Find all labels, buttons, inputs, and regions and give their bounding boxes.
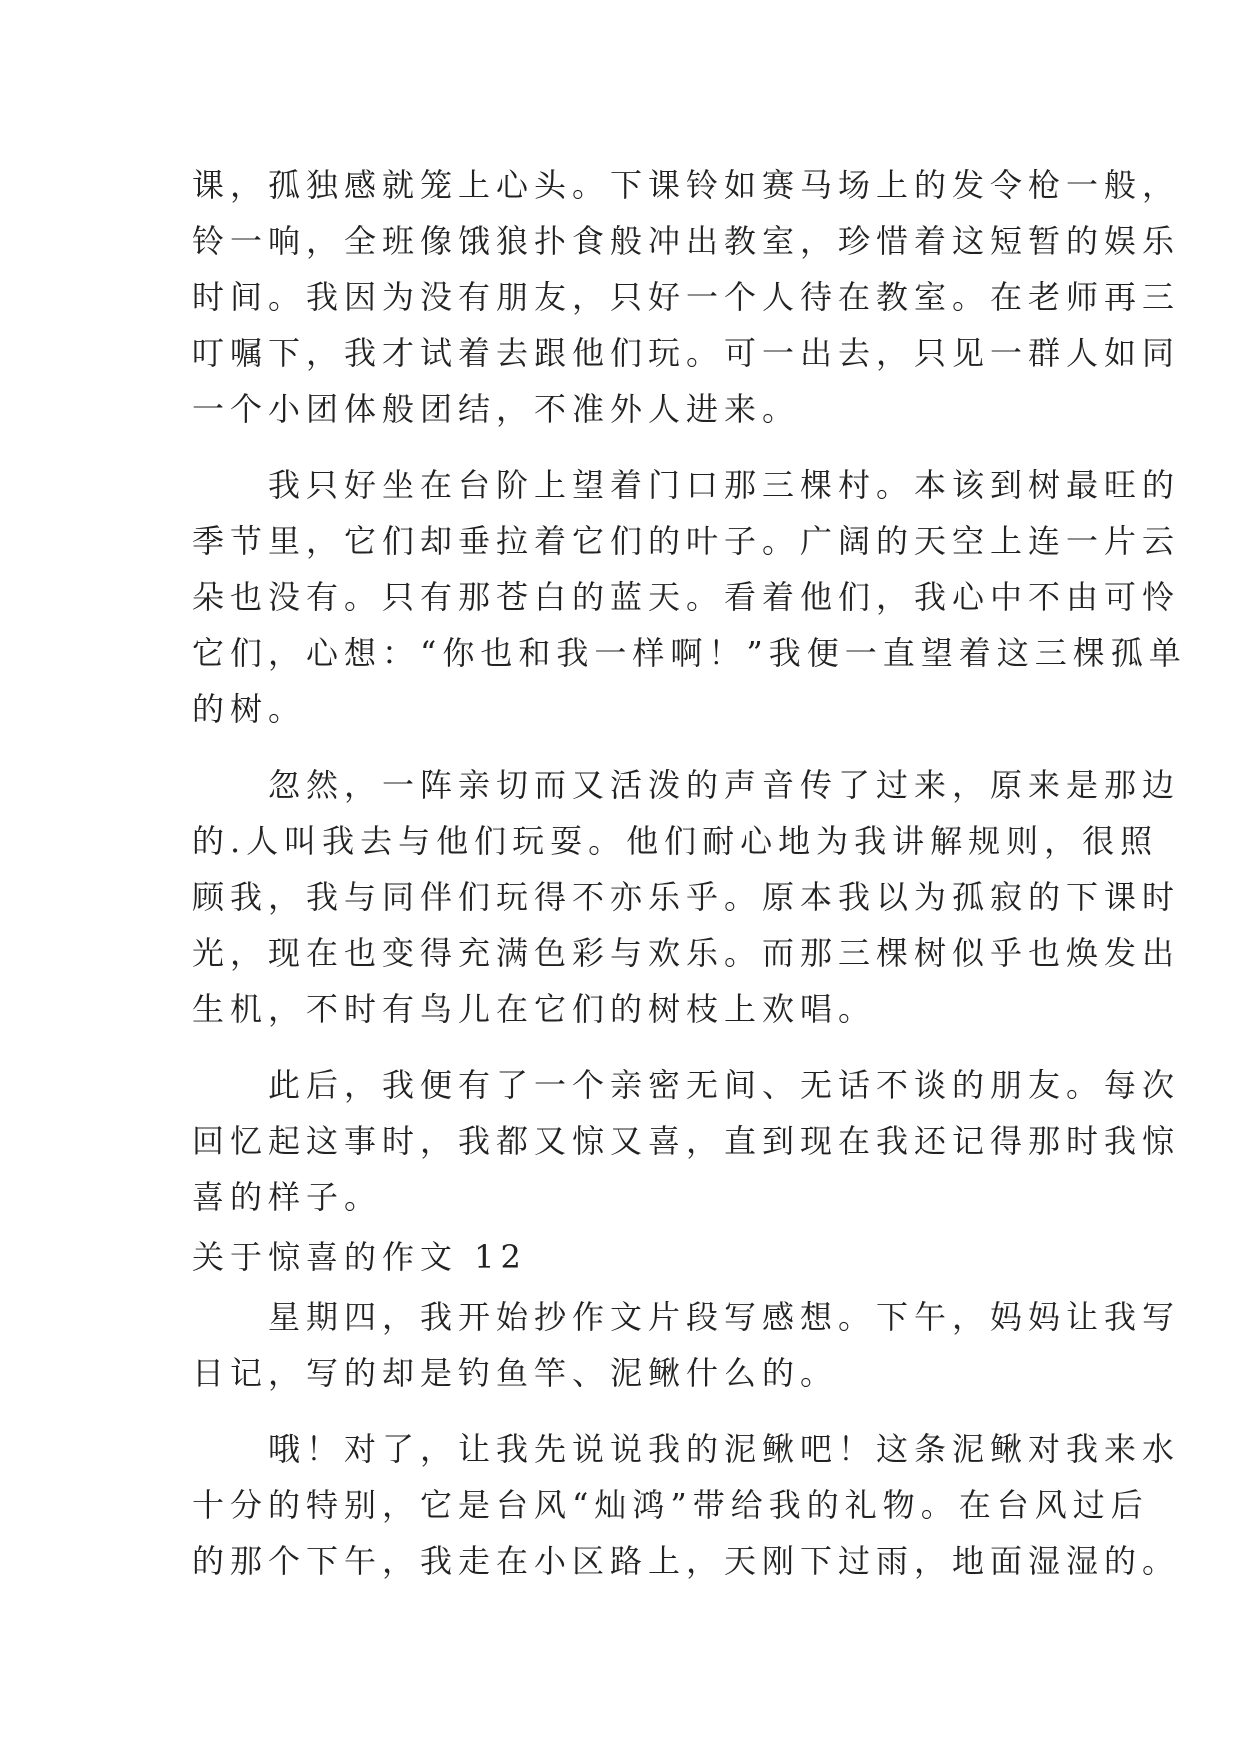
text-line: 它们，心想：“你也和我一样啊！”我便一直望着这三棵孤单	[192, 634, 1187, 672]
text-line: 日记，写的却是钓鱼竿、泥鳅什么的。	[192, 1354, 839, 1392]
text-line: 喜的样子。	[192, 1178, 383, 1216]
text-line: 回忆起这事时，我都又惊又喜，直到现在我还记得那时我惊	[192, 1122, 1181, 1160]
text-line: 生机，不时有鸟儿在它们的树枝上欢唱。	[192, 990, 877, 1028]
text-line: 朵也没有。只有那苍白的蓝天。看着他们，我心中不由可怜	[192, 578, 1181, 616]
text-line: 叮嘱下，我才试着去跟他们玩。可一出去，只见一群人如同	[192, 334, 1181, 372]
text-line: 哦！对了，让我先说说我的泥鳅吧！这条泥鳅对我来水	[192, 1430, 1181, 1468]
text-line: 时间。我因为没有朋友，只好一个人待在教室。在老师再三	[192, 278, 1181, 316]
section-heading: 关于惊喜的作文 12	[192, 1238, 527, 1276]
text-line: 课，孤独感就笼上心头。下课铃如赛马场上的发令枪一般，	[192, 166, 1181, 204]
text-line: 季节里，它们却垂拉着它们的叶子。广阔的天空上连一片云	[192, 522, 1181, 560]
text-line: 铃一响，全班像饿狼扑食般冲出教室，珍惜着这短暂的娱乐	[192, 222, 1181, 260]
text-line: 星期四，我开始抄作文片段写感想。下午，妈妈让我写	[192, 1298, 1181, 1336]
text-line: 十分的特别，它是台风“灿鸿”带给我的礼物。在台风过后	[192, 1486, 1149, 1524]
text-line: 我只好坐在台阶上望着门口那三棵村。本该到树最旺的	[192, 466, 1181, 504]
text-line: 一个小团体般团结，不准外人进来。	[192, 390, 801, 428]
text-line: 的树。	[192, 690, 307, 728]
text-line: 顾我，我与同伴们玩得不亦乐乎。原本我以为孤寂的下课时	[192, 878, 1181, 916]
text-line: 的.人叫我去与他们玩耍。他们耐心地为我讲解规则，很照	[192, 822, 1159, 860]
text-line: 忽然，一阵亲切而又活泼的声音传了过来，原来是那边	[192, 766, 1181, 804]
text-line: 的那个下午，我走在小区路上，天刚下过雨，地面湿湿的。	[192, 1542, 1181, 1580]
text-line: 光，现在也变得充满色彩与欢乐。而那三棵树似乎也焕发出	[192, 934, 1181, 972]
text-line: 此后，我便有了一个亲密无间、无话不谈的朋友。每次	[192, 1066, 1181, 1104]
